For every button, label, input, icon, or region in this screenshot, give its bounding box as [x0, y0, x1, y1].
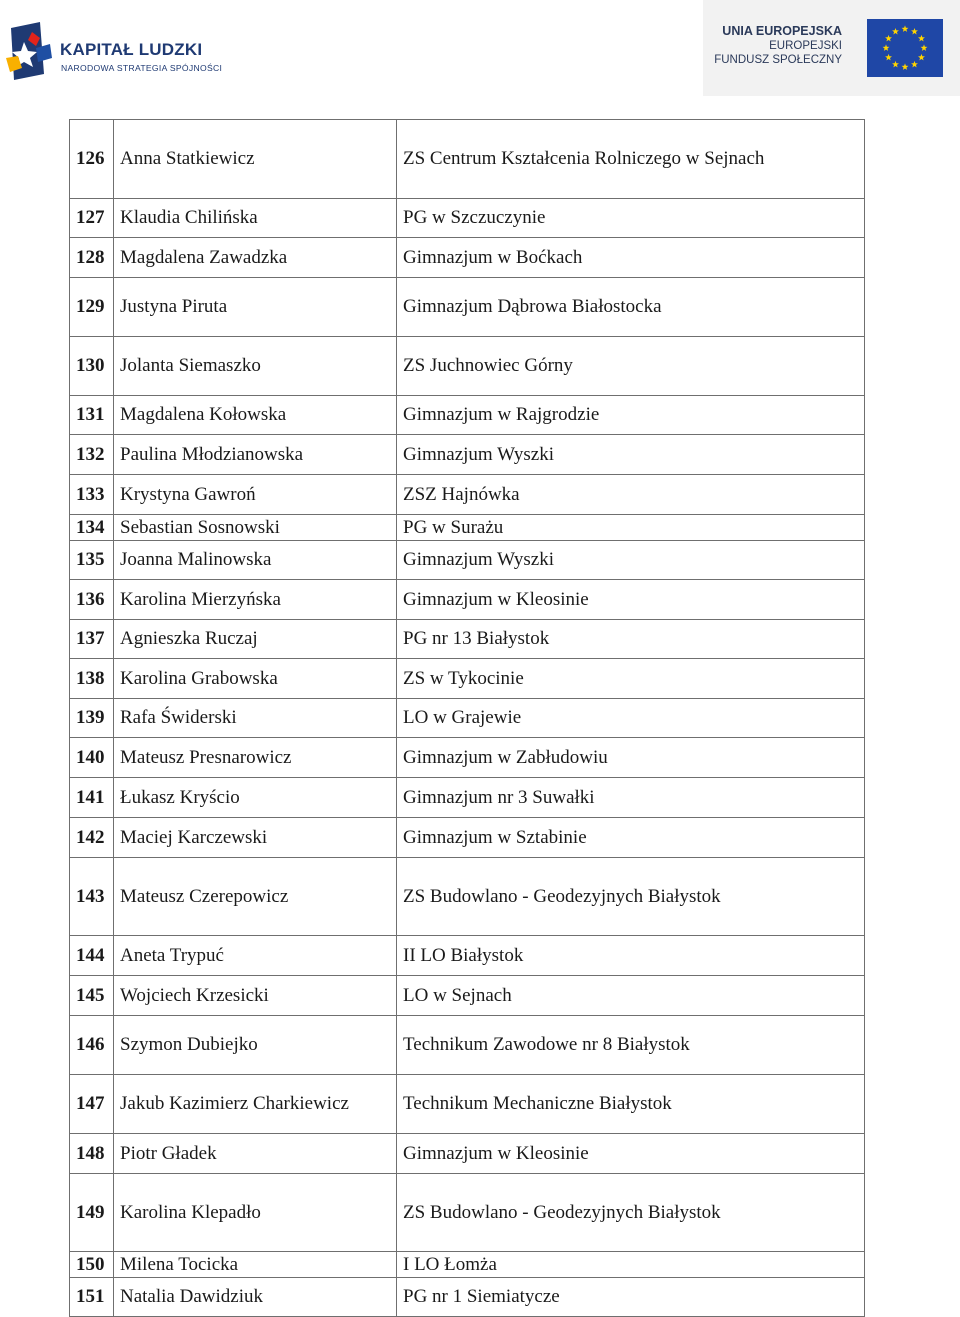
participant-name: Jakub Kazimierz Charkiewicz	[114, 1075, 397, 1134]
school-name: Gimnazjum w Zabłudowiu	[397, 738, 865, 778]
kapital-ludzki-emblem-icon	[6, 18, 54, 84]
row-number: 140	[70, 738, 114, 778]
table-row	[70, 699, 865, 738]
row-number: 131	[70, 396, 114, 435]
participant-name: Maciej Karczewski	[114, 818, 397, 858]
school-name: Gimnazjum w Rajgrodzie	[397, 396, 865, 435]
participant-name: Mateusz Czerepowicz	[114, 858, 397, 936]
eu-logo-line3: FUNDUSZ SPOŁECZNY	[714, 54, 842, 66]
school-name: Gimnazjum Wyszki	[397, 435, 865, 475]
participant-name: Magdalena Kołowska	[114, 396, 397, 435]
school-name: PG w Surażu	[397, 515, 865, 541]
row-number: 127	[70, 199, 114, 238]
table-row	[70, 738, 865, 778]
participant-name: Wojciech Krzesicki	[114, 976, 397, 1016]
school-name: Technikum Zawodowe nr 8 Białystok	[397, 1016, 865, 1075]
eu-logo-line1: UNIA EUROPEJSKA	[722, 24, 842, 38]
row-number: 145	[70, 976, 114, 1016]
table-row	[70, 976, 865, 1016]
row-number: 137	[70, 620, 114, 659]
table-row	[70, 659, 865, 699]
table-row	[70, 120, 865, 199]
participant-name: Aneta Trypuć	[114, 936, 397, 976]
participant-name: Krystyna Gawroń	[114, 475, 397, 515]
participant-name: Joanna Malinowska	[114, 541, 397, 580]
table-row	[70, 620, 865, 659]
participant-name: Klaudia Chilińska	[114, 199, 397, 238]
table-row	[70, 1252, 865, 1278]
table-row	[70, 278, 865, 337]
participant-name: Karolina Klepadło	[114, 1174, 397, 1252]
participants-table	[69, 119, 865, 1317]
school-name: I LO Łomża	[397, 1252, 865, 1278]
table-row	[70, 858, 865, 936]
row-number: 133	[70, 475, 114, 515]
eu-logo-text	[714, 24, 842, 67]
participant-name: Agnieszka Ruczaj	[114, 620, 397, 659]
participant-name: Magdalena Zawadzka	[114, 238, 397, 278]
row-number: 141	[70, 778, 114, 818]
table-row	[70, 199, 865, 238]
table-row	[70, 778, 865, 818]
participant-name: Karolina Mierzyńska	[114, 580, 397, 620]
participant-name: Milena Tocicka	[114, 1252, 397, 1278]
table-row	[70, 936, 865, 976]
row-number: 146	[70, 1016, 114, 1075]
participant-name: Jolanta Siemaszko	[114, 337, 397, 396]
school-name: ZS w Tykocinie	[397, 659, 865, 699]
row-number: 126	[70, 120, 114, 199]
row-number: 147	[70, 1075, 114, 1134]
row-number: 142	[70, 818, 114, 858]
table-row	[70, 1075, 865, 1134]
row-number: 150	[70, 1252, 114, 1278]
participant-name: Sebastian Sosnowski	[114, 515, 397, 541]
table-row	[70, 396, 865, 435]
row-number: 136	[70, 580, 114, 620]
table-row	[70, 435, 865, 475]
table-row	[70, 1134, 865, 1174]
table-row	[70, 580, 865, 620]
row-number: 148	[70, 1134, 114, 1174]
participant-name: Łukasz Kryścio	[114, 778, 397, 818]
eu-logo-line2: EUROPEJSKI	[769, 40, 842, 52]
school-name: Gimnazjum w Kleosinie	[397, 1134, 865, 1174]
participant-name: Szymon Dubiejko	[114, 1016, 397, 1075]
table-row	[70, 337, 865, 396]
participant-name: Rafa Świderski	[114, 699, 397, 738]
table-row	[70, 1016, 865, 1075]
eu-flag-icon	[867, 19, 943, 77]
participant-name: Natalia Dawidziuk	[114, 1278, 397, 1317]
school-name: ZS Budowlano - Geodezyjnych Białystok	[397, 858, 865, 936]
participant-name: Anna Statkiewicz	[114, 120, 397, 199]
participant-name: Karolina Grabowska	[114, 659, 397, 699]
school-name: Gimnazjum w Sztabinie	[397, 818, 865, 858]
school-name: LO w Grajewie	[397, 699, 865, 738]
school-name: Gimnazjum Dąbrowa Białostocka	[397, 278, 865, 337]
school-name: PG nr 1 Siemiatycze	[397, 1278, 865, 1317]
school-name: ZS Centrum Kształcenia Rolniczego w Sejnach	[397, 120, 865, 199]
row-number: 132	[70, 435, 114, 475]
school-name: ZS Budowlano - Geodezyjnych Białystok	[397, 1174, 865, 1252]
school-name: LO w Sejnach	[397, 976, 865, 1016]
table-row	[70, 515, 865, 541]
participant-name: Piotr Gładek	[114, 1134, 397, 1174]
school-name: PG w Szczuczynie	[397, 199, 865, 238]
school-name: Gimnazjum w Boćkach	[397, 238, 865, 278]
school-name: ZS Juchnowiec Górny	[397, 337, 865, 396]
row-number: 138	[70, 659, 114, 699]
school-name: Gimnazjum nr 3 Suwałki	[397, 778, 865, 818]
school-name: Gimnazjum w Kleosinie	[397, 580, 865, 620]
table-row	[70, 541, 865, 580]
school-name: Technikum Mechaniczne Białystok	[397, 1075, 865, 1134]
row-number: 134	[70, 515, 114, 541]
school-name: PG nr 13 Białystok	[397, 620, 865, 659]
participant-name: Paulina Młodzianowska	[114, 435, 397, 475]
kapital-ludzki-subtitle: NARODOWA STRATEGIA SPÓJNOŚCI	[61, 63, 223, 73]
row-number: 135	[70, 541, 114, 580]
school-name: II LO Białystok	[397, 936, 865, 976]
kapital-ludzki-logo	[6, 18, 236, 90]
row-number: 143	[70, 858, 114, 936]
kapital-ludzki-title: KAPITAŁ LUDZKI	[60, 40, 203, 59]
row-number: 151	[70, 1278, 114, 1317]
table-row	[70, 818, 865, 858]
table-row	[70, 475, 865, 515]
table-row	[70, 238, 865, 278]
row-number: 128	[70, 238, 114, 278]
row-number: 149	[70, 1174, 114, 1252]
participant-name: Justyna Piruta	[114, 278, 397, 337]
school-name: ZSZ Hajnówka	[397, 475, 865, 515]
school-name: Gimnazjum Wyszki	[397, 541, 865, 580]
table-row	[70, 1174, 865, 1252]
participants-table-body	[70, 120, 865, 1317]
table-row	[70, 1278, 865, 1317]
participant-name: Mateusz Presnarowicz	[114, 738, 397, 778]
row-number: 144	[70, 936, 114, 976]
row-number: 139	[70, 699, 114, 738]
row-number: 129	[70, 278, 114, 337]
row-number: 130	[70, 337, 114, 396]
eu-logo	[703, 0, 960, 96]
